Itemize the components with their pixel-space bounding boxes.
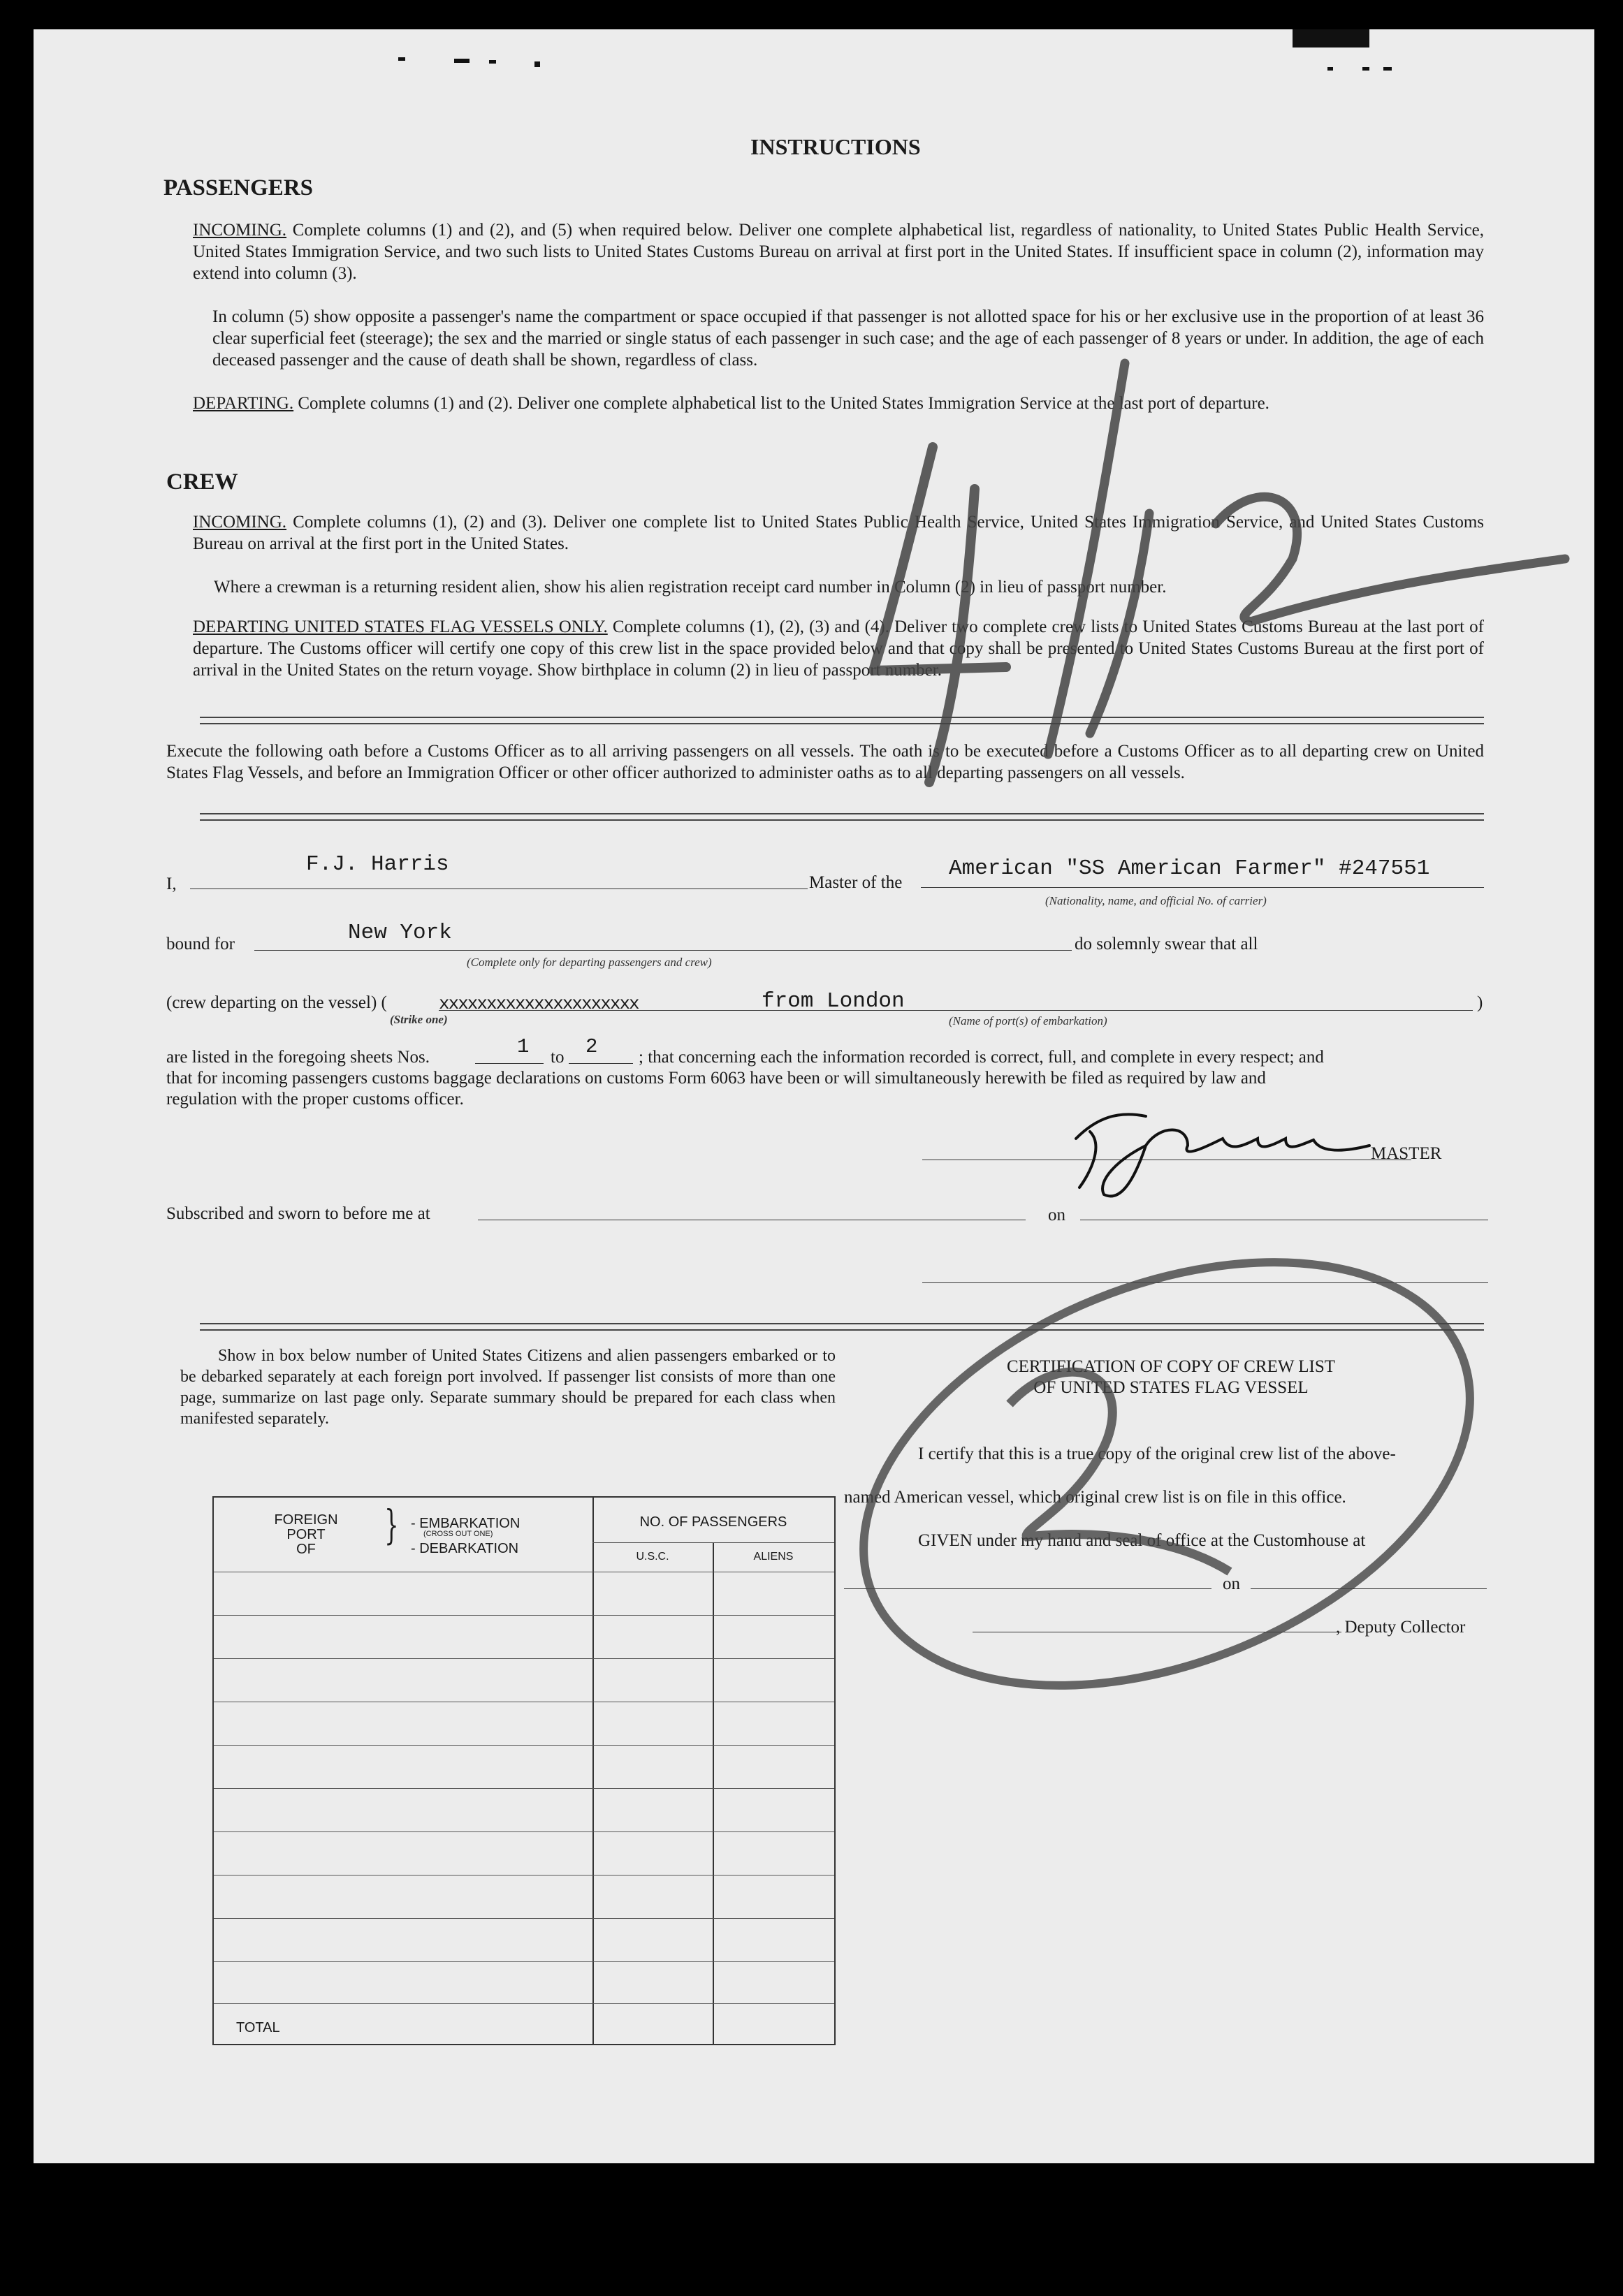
scan-speck	[1327, 67, 1333, 71]
scan-speck	[1362, 67, 1369, 71]
pencil-digit-two	[1216, 497, 1565, 622]
deputy-collector-label: , Deputy Collector	[1336, 1618, 1466, 1637]
crew-resident-paragraph: Where a crewman is a returning resident alien, show his alien registration receipt card number in Column (2) in lieu of passport number.	[214, 578, 1167, 597]
listed-text-2: that for incoming passengers customs baggage declarations on customs Form 6063 have been or will simultaneously herewith be filed as required by law and	[166, 1069, 1266, 1088]
from-port-value: from London	[762, 989, 905, 1014]
bound-for-label: bound for	[166, 935, 235, 953]
scan-marks	[398, 29, 1392, 71]
crew-incoming-label: INCOMING.	[193, 513, 287, 532]
scan-speck	[1383, 67, 1392, 71]
listed-prefix: are listed in the foregoing sheets Nos.	[166, 1048, 430, 1067]
passengers-heading: PASSENGERS	[163, 175, 313, 200]
pencil-digit-four	[929, 489, 975, 782]
master-label: MASTER	[1371, 1144, 1442, 1163]
certification-title-line-2: OF UNITED STATES FLAG VESSEL	[1033, 1378, 1309, 1397]
swear-text: do solemnly swear that all	[1075, 935, 1258, 953]
certification-line-3: GIVEN under my hand and seal of office at the Customhouse at	[918, 1531, 1366, 1550]
vessel-caption: (Nationality, name, and official No. of carrier)	[1045, 894, 1267, 907]
struck-out-text: xxxxxxxxxxxxxxxxxxxxx	[439, 993, 639, 1014]
close-paren: )	[1477, 993, 1483, 1012]
crew-departing-text: Complete columns (1), (2), (3) and (4). Deliver two complete crew lists to United States Customs Bureau at the last port of departure. The Customs officer will certify one copy of this crew list in the space provided below and that copy shall be presented to United States Customs Bureau at the first port of arrival in the United States on the return voyage. Show birthplace in column (2) in lieu of passport number.	[193, 617, 1485, 680]
debarkation-label: - DEBARKATION	[411, 1541, 519, 1556]
certification-title-line-1: CERTIFICATION OF COPY OF CREW LIST	[1006, 1357, 1336, 1376]
summary-instructions: Show in box below number of United States Citizens and alien passengers embarked or to be debarked separately at each foreign port involved. If passenger list consists of more than one page, summarize on last page only. Separate summary should be prepared for each class when manifested separately.	[180, 1347, 836, 1428]
crew-incoming-text: Complete columns (1), (2) and (3). Deliver one complete list to United States Public Health Service, United States Immigration Service, and United States Customs Bureau on arrival at the first port in the United States.	[193, 513, 1485, 553]
bound-for-value: New York	[348, 921, 452, 945]
foreign-label: FOREIGN	[274, 1512, 338, 1528]
pencil-digit-two	[1010, 1372, 1230, 1572]
master-of-label: Master of the	[809, 873, 903, 892]
bound-for-caption: (Complete only for departing passengers and crew)	[467, 956, 712, 969]
pencil-circle	[801, 1180, 1532, 1768]
passengers-departing-label: DEPARTING.	[193, 394, 294, 413]
crew-departing-label: DEPARTING UNITED STATES FLAG VESSELS ONLY.	[193, 617, 608, 636]
embarkation-label: - EMBARKATION	[411, 1516, 521, 1531]
certification-on-label: on	[1223, 1574, 1240, 1593]
oath-i-label: I,	[166, 875, 177, 893]
pencil-digit-four	[873, 447, 1006, 671]
scan-speck	[534, 61, 540, 67]
page-title: INSTRUCTIONS	[750, 134, 921, 159]
oath-instructions: Execute the following oath before a Customs Officer as to all arriving passengers on all vessels. The oath is to be executed before a Customs Officer as to all departing crew on United States Flag Vessels, and before an Immigration Officer or other officer authorized to administer oaths as to all departing passengers on all vessels.	[166, 742, 1484, 782]
usc-header: U.S.C.	[636, 1551, 669, 1563]
sheet-from-value: 1	[517, 1035, 530, 1058]
passengers-column5-paragraph: In column (5) show opposite a passenger's name the compartment or space occupied if that passenger is not allotted space for his or her exclusive use in the proportion of at least 36 clear superficial feet (steerage); the sex and the married or single status of each passenger in such case; and the age of each passenger of 8 years or under. In addition, the age of each deceased passenger and the cause of death shall be shown, regardless of class.	[212, 307, 1484, 370]
certification-line-1: I certify that this is a true copy of the original crew list of the above-	[918, 1445, 1396, 1463]
port-caption: (Name of port(s) of embarkation)	[949, 1014, 1107, 1028]
cross-out-note: (CROSS OUT ONE)	[423, 1530, 493, 1538]
pencil-slash	[1048, 363, 1125, 754]
large-number-4-12	[873, 363, 1565, 782]
sheet-to-value: 2	[585, 1035, 598, 1058]
circled-number-2	[801, 1180, 1532, 1768]
vessel-value: American "SS American Farmer" #247551	[949, 856, 1430, 881]
scan-speck	[489, 60, 496, 64]
port-label: PORT	[286, 1527, 326, 1542]
scan-speck	[454, 59, 470, 63]
certification-line-2: named American vessel, which original crew list is on file in this office.	[844, 1488, 1346, 1507]
crew-departing-label-oath: (crew departing on the vessel) (	[166, 993, 387, 1012]
passengers-incoming-text: Complete columns (1) and (2), and (5) when required below. Deliver one complete alphabetical list, regardless of nationality, to United States Public Health Service, United States Immigration Service, and two such lists to United States Customs Bureau on arrival at first port in the United States. If insufficient space in column (2), information may extend into column (3).	[193, 221, 1485, 283]
brace-glyph: }	[384, 1501, 399, 1549]
passengers-departing-text: Complete columns (1) and (2). Deliver one complete alphabetical list to the United States Immigration Service at the last port of departure.	[298, 394, 1269, 413]
total-label: TOTAL	[236, 2020, 280, 2035]
aliens-header: ALIENS	[753, 1551, 794, 1563]
no-of-passengers-header: NO. OF PASSENGERS	[639, 1514, 787, 1530]
master-signature-icon	[1076, 1114, 1369, 1196]
listed-text-3: regulation with the proper customs officer.	[166, 1090, 464, 1109]
passengers-incoming-label: INCOMING.	[193, 221, 287, 240]
subscribed-label: Subscribed and sworn to before me at	[166, 1204, 430, 1223]
of-label: OF	[296, 1542, 316, 1557]
subscribed-on-label: on	[1048, 1206, 1065, 1224]
strike-caption: (Strike one)	[390, 1013, 448, 1026]
crew-heading: CREW	[166, 469, 238, 495]
master-name-value: F.J. Harris	[306, 852, 449, 877]
to-label: to	[551, 1048, 565, 1067]
listed-text-1: ; that concerning each the information recorded is correct, full, and complete in every respect; and	[639, 1048, 1324, 1067]
scan-speck	[398, 57, 405, 61]
pencil-digit-one	[1090, 513, 1149, 733]
scan-speck	[1293, 29, 1369, 47]
